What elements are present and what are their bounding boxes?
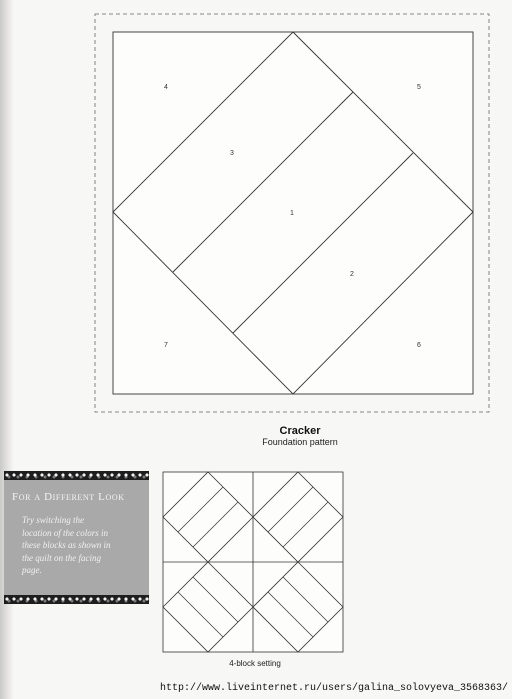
- sidebar-decorative-strip-top: [4, 471, 149, 480]
- pattern-title: Cracker: [279, 425, 321, 437]
- sidebar-body-line: page.: [22, 565, 42, 575]
- sidebar-body: [22, 514, 134, 577]
- sidebar-decorative-strip-bottom: [4, 595, 149, 604]
- piece-number-4: 4: [164, 84, 168, 91]
- piece-number-7: 7: [164, 342, 168, 349]
- piece-number-2: 2: [350, 271, 354, 278]
- different-look-sidebar: [4, 471, 149, 604]
- sidebar-body-line: the quilt on the facing: [22, 552, 101, 563]
- sidebar-body-line: location of the colors in: [22, 527, 108, 538]
- pattern-subtitle: Foundation pattern: [262, 437, 338, 447]
- source-url-watermark: http://www.liveinternet.ru/users/galina_solovyeva_3568363/: [159, 683, 508, 694]
- piece-number-1: 1: [290, 210, 294, 217]
- sidebar-heading: For a Different Look: [12, 491, 125, 503]
- piece-number-5: 5: [417, 84, 421, 91]
- setting-caption: 4-block setting: [229, 659, 281, 668]
- sidebar-body-line: Try switching the: [22, 515, 85, 525]
- four-block-setting-diagram: [163, 472, 343, 652]
- piece-number-6: 6: [417, 342, 421, 349]
- sidebar-body-line: these blocks as shown in: [22, 540, 111, 550]
- piece-number-3: 3: [230, 150, 234, 157]
